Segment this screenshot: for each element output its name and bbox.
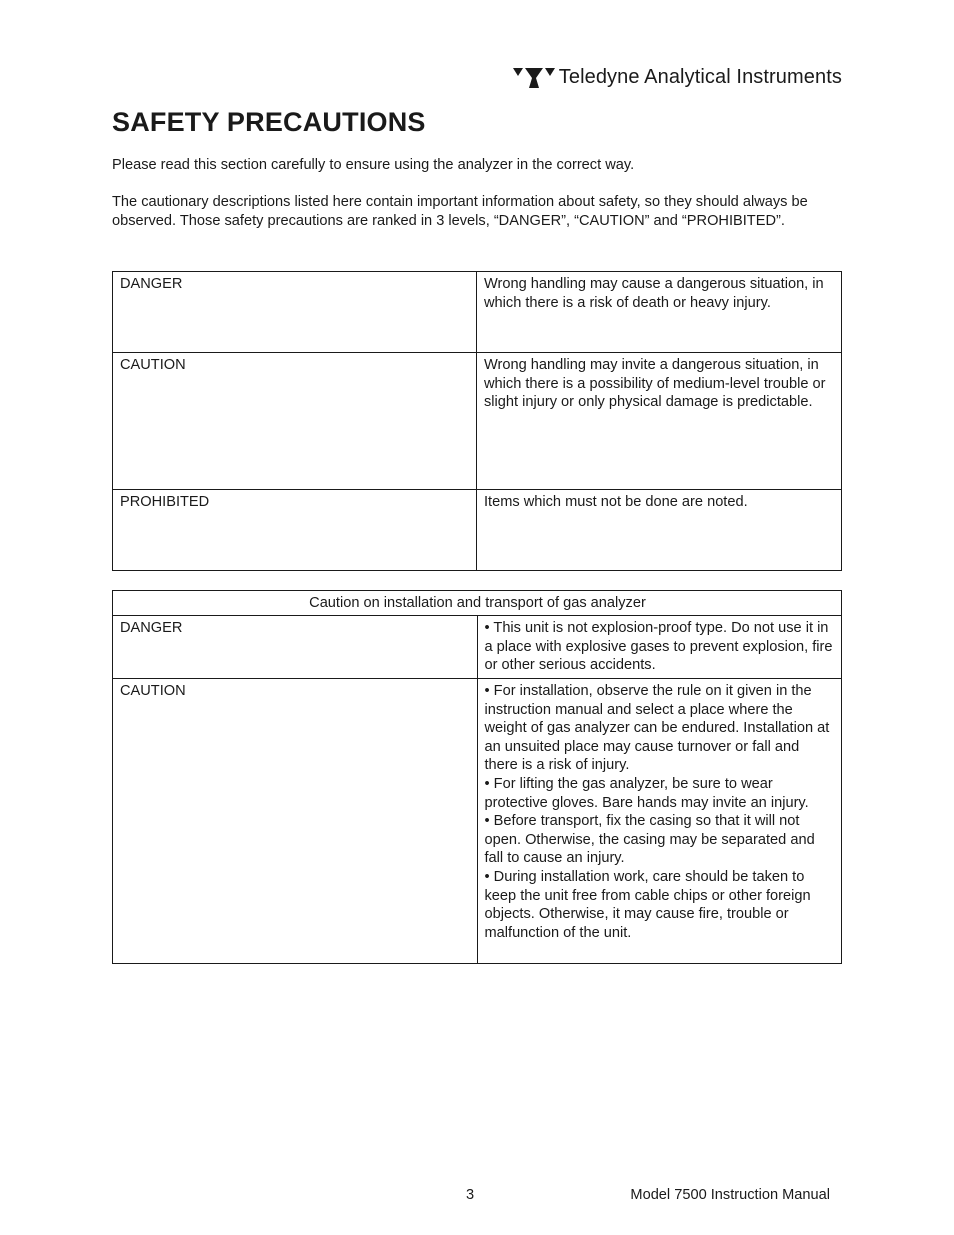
description-cell: Wrong handling may cause a dangerous situation, in which there is a risk of death or heavy injury. [477, 272, 842, 353]
table-row [113, 679, 842, 964]
installation-caution-table [112, 590, 842, 964]
description-cell: Wrong handling may invite a dangerous situation, in which there is a possibility of medium-level trouble or slight injury or only physical damage is predictable. [477, 353, 842, 490]
level-cell: DANGER [113, 272, 477, 353]
level-cell: CAUTION [113, 679, 478, 964]
table-row [113, 272, 842, 353]
level-cell: PROHIBITED [113, 490, 477, 571]
safety-levels-table [112, 271, 842, 571]
manual-title: Model 7500 Instruction Manual [630, 1187, 830, 1203]
page-title: SAFETY PRECAUTIONS [112, 107, 426, 137]
teledyne-logo-icon [512, 67, 556, 89]
bullet-item: • During installation work, care should be taken to keep the unit free from cable chips or other foreign objects. Otherwise, it may cause fire, trouble or malfunction of the unit. [484, 868, 811, 941]
bullet-item: • For installation, observe the rule on it given in the instruction manual and select a place where the weight of gas analyzer can be endured. Installation at an unsuited place may cause turnover or fall and there is a risk of injury. [484, 683, 830, 774]
page-header [512, 66, 842, 89]
table-caption-row [113, 591, 842, 616]
table-caption: Caution on installation and transport of gas analyzer [113, 591, 842, 616]
level-cell: CAUTION [113, 353, 477, 490]
table-row [113, 490, 842, 571]
bullet-item: • Before transport, fix the casing so that it will not open. Otherwise, the casing may be separated and fall to cause an injury. [484, 813, 815, 867]
intro-paragraph: The cautionary descriptions listed here contain important information about safety, so they should always be observed. Those safety precautions are ranked in 3 levels, “DANGER”, “CAUTION” and “PROHIBITED”. [112, 194, 808, 229]
table-row [113, 353, 842, 490]
bullet-item: • This unit is not explosion-proof type. Do not use it in a place with explosive gases to prevent explosion, fire or other serious accidents. [484, 620, 833, 674]
company-name: Teledyne Analytical Instruments [558, 66, 842, 88]
description-cell: Items which must not be done are noted. [477, 490, 842, 571]
intro-paragraph: Please read this section carefully to ensure using the analyzer in the correct way. [112, 157, 635, 173]
level-cell: DANGER [113, 616, 478, 679]
page-number: 3 [466, 1187, 475, 1203]
table-row [113, 616, 842, 679]
description-cell [477, 616, 842, 679]
description-cell [477, 679, 842, 964]
bullet-item: • For lifting the gas analyzer, be sure to wear protective gloves. Bare hands may invite an injury. [484, 775, 809, 811]
